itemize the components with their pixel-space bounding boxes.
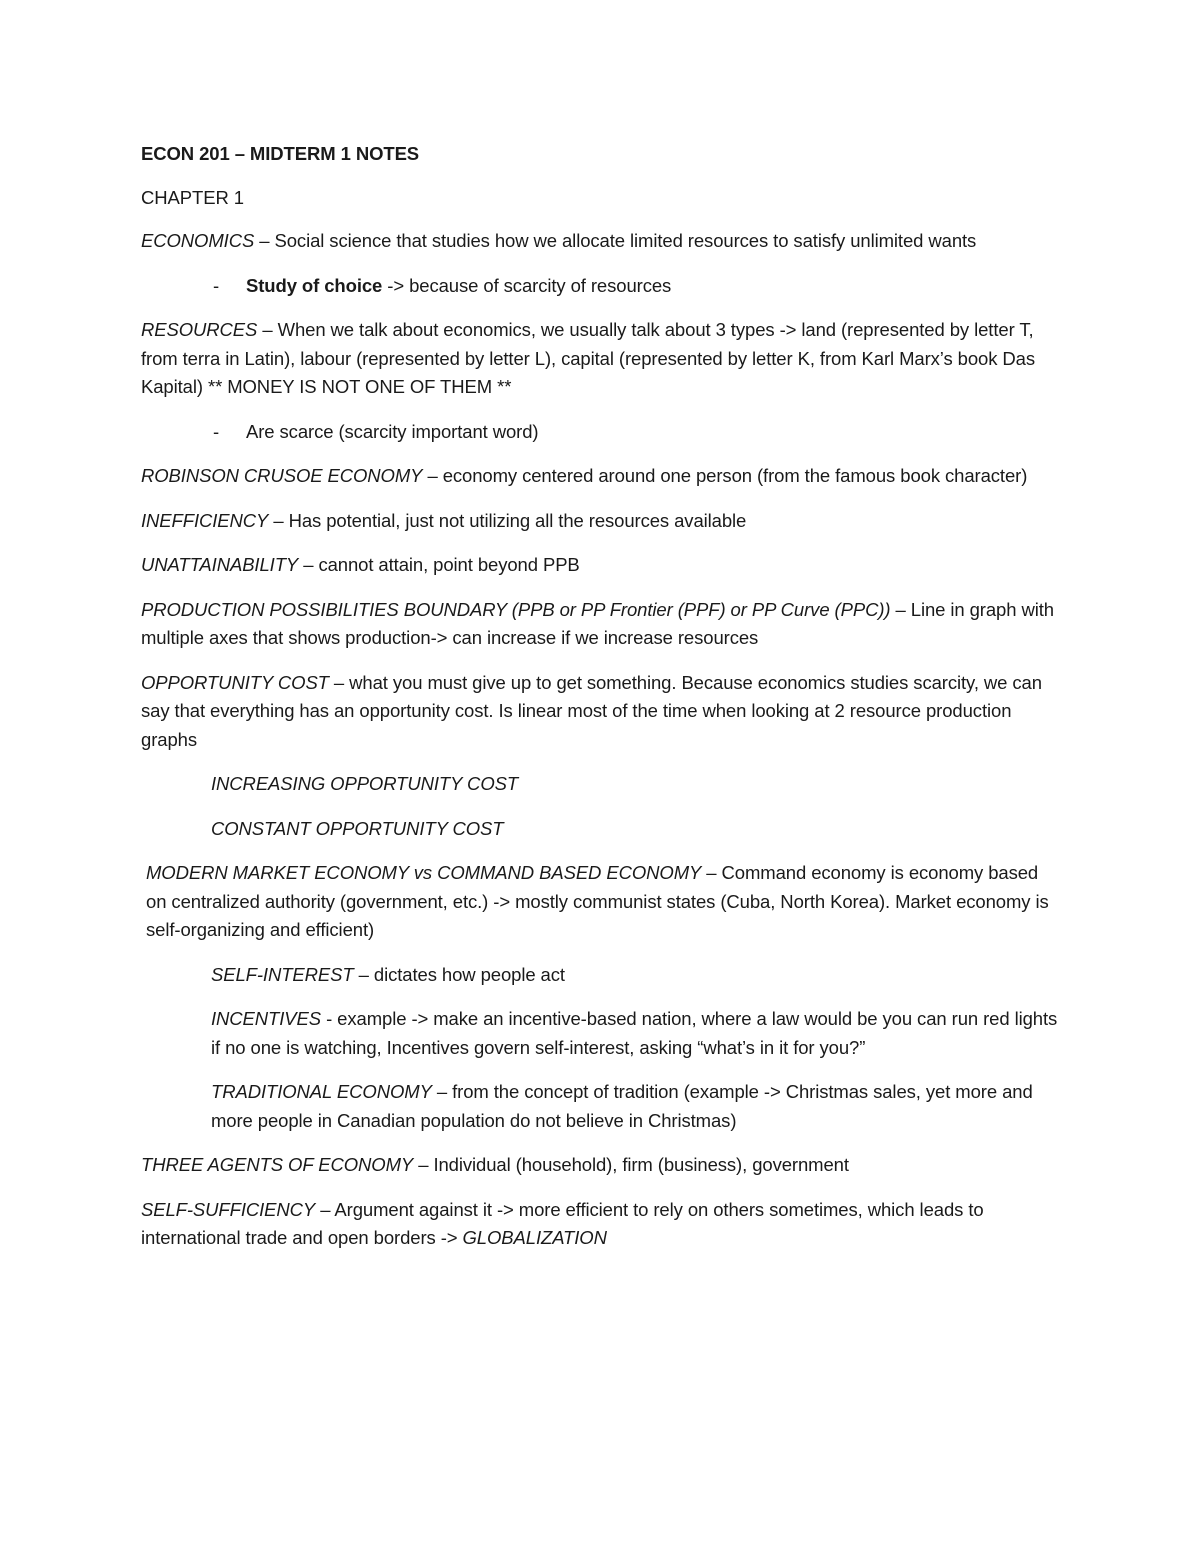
- term-ppb: PRODUCTION POSSIBILITIES BOUNDARY (PPB or PP Frontier (PPF) or PP Curve (PPC)): [141, 598, 891, 620]
- term-self-sufficiency: SELF-SUFFICIENCY: [141, 1198, 316, 1220]
- subterm-constant-opportunity-cost: CONSTANT OPPORTUNITY COST: [211, 817, 504, 839]
- separator: –: [268, 509, 289, 531]
- definition-self-sufficiency: [141, 1196, 1061, 1253]
- separator: –: [315, 1198, 335, 1220]
- bullet-text: -> because of scarcity of resources: [382, 274, 672, 296]
- definition-text: economy centered around one person (from the famous book character): [442, 465, 1028, 486]
- term-incentives: INCENTIVES: [211, 1008, 322, 1029]
- term-modern-market: MODERN MARKET ECONOMY vs COMMAND BASED ECONOMY: [146, 862, 702, 883]
- chapter-heading: [141, 184, 1061, 213]
- definition-resources: [141, 316, 1061, 402]
- definition-text: what you must give up to get something. Because economics studies scarcity, we can say that everything has an opportunity cost. Is linear most of the time when looking at 2 resource production graphs: [141, 671, 1042, 750]
- definition-text: Social science that studies how we allocate limited resources to satisfy unlimited wants: [274, 230, 977, 251]
- bullet-dash: -: [213, 420, 220, 442]
- separator: –: [298, 554, 319, 575]
- definition-opportunity-cost: [141, 669, 1061, 755]
- definition-text: Command economy is economy based on centralized authority (government, etc.) -> mostly communist states (Cuba, North Korea). Market economy is self-organizing and efficient): [146, 862, 1049, 940]
- separator: –: [254, 230, 275, 251]
- definition-text: Argument against it -> more efficient to rely on others sometimes, which leads to international trade and open borders ->: [141, 1198, 984, 1248]
- separator: -: [321, 1008, 338, 1029]
- bullet-text: Are scarce (scarcity important word): [246, 420, 539, 442]
- term-resources: RESOURCES: [141, 319, 258, 340]
- separator: –: [257, 319, 278, 340]
- definition-text: from the concept of tradition (example -> Christmas sales, yet more and more people in Canadian population do not believe in Christmas): [211, 1081, 1033, 1131]
- definition-text: Line in graph with multiple axes that shows production-> can increase if we increase resources: [141, 598, 1054, 648]
- definition-modern-market: [141, 859, 1061, 945]
- definition-text: Has potential, just not utilizing all the resources available: [288, 509, 747, 531]
- term-three-agents: THREE AGENTS OF ECONOMY: [141, 1154, 414, 1175]
- title-text: ECON 201 – MIDTERM 1 NOTES: [141, 143, 420, 164]
- term-self-interest: SELF-INTEREST: [211, 963, 354, 985]
- separator: –: [413, 1154, 434, 1175]
- definition-robinson-crusoe: [141, 462, 1061, 491]
- definition-economics: [141, 227, 1061, 256]
- term-traditional-economy: TRADITIONAL ECONOMY: [211, 1081, 432, 1102]
- chapter-text: CHAPTER 1: [141, 186, 244, 208]
- separator: –: [328, 671, 350, 693]
- term-robinson-crusoe: ROBINSON CRUSOE ECONOMY: [141, 465, 423, 486]
- definition-text: dictates how people act: [373, 963, 565, 985]
- bullet-are-scarce: [141, 418, 1061, 447]
- notes-body: [141, 140, 1061, 1269]
- bullet-bold-text: Study of choice: [246, 274, 383, 296]
- definition-three-agents: [141, 1151, 1061, 1180]
- term-globalization: GLOBALIZATION: [462, 1227, 607, 1248]
- definition-ppb: [141, 596, 1061, 653]
- term-economics: ECONOMICS: [141, 230, 255, 251]
- term-inefficiency: INEFFICIENCY: [141, 509, 269, 531]
- definition-text: example -> make an incentive-based nation, where a law would be you can run red lights if no one is watching, Incentives govern self-interest, asking “what’s in it for you?”: [211, 1008, 1058, 1058]
- document-title: [141, 140, 1061, 169]
- separator: –: [353, 963, 374, 985]
- definition-inefficiency: [141, 507, 1061, 536]
- definition-incentives: [141, 1005, 1061, 1062]
- definition-self-interest: [141, 961, 1061, 990]
- definition-text: When we talk about economics, we usually talk about 3 types -> land (represented by letter T, from terra in Latin), labour (represented by letter L), capital (represented by letter K, from Karl Marx’s book Das Kapital) ** MONEY IS NOT ONE OF THEM **: [141, 319, 1036, 397]
- bullet-dash: -: [213, 274, 220, 296]
- definition-text: Individual (household), firm (business), government: [433, 1154, 849, 1175]
- definition-text: cannot attain, point beyond PPB: [318, 554, 580, 575]
- term-unattainability: UNATTAINABILITY: [141, 554, 299, 575]
- bullet-study-of-choice: [141, 272, 1061, 301]
- separator: –: [701, 862, 722, 883]
- definition-unattainability: [141, 551, 1061, 580]
- separator: –: [422, 465, 443, 486]
- subterm-increasing-opportunity-cost: INCREASING OPPORTUNITY COST: [211, 773, 519, 794]
- definition-traditional-economy: [141, 1078, 1061, 1135]
- separator: –: [890, 598, 911, 620]
- separator: –: [431, 1081, 453, 1102]
- term-opportunity-cost: OPPORTUNITY COST: [141, 671, 329, 693]
